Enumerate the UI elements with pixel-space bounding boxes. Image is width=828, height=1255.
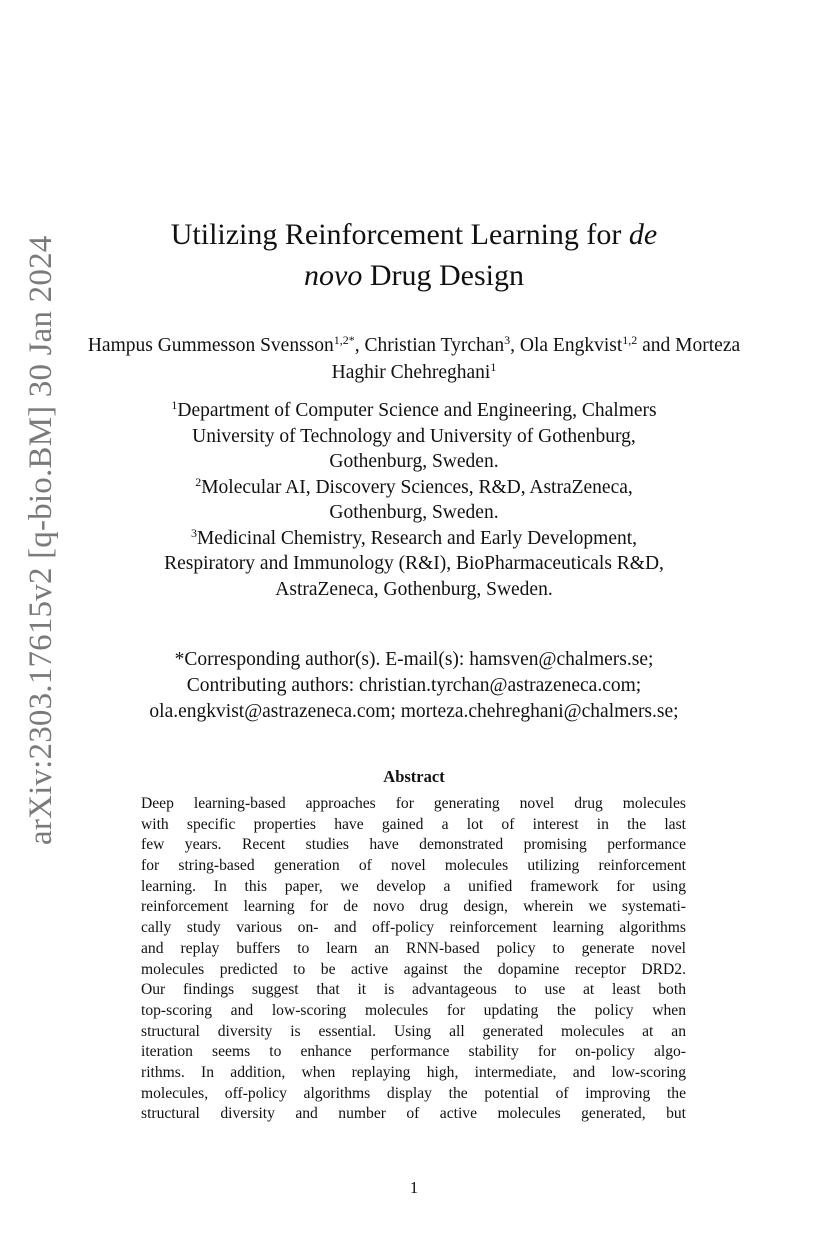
author-affiliation-marker: 1 bbox=[490, 360, 497, 374]
author-affiliation-marker: 1,2* bbox=[333, 333, 355, 347]
author-name: Ola Engkvist bbox=[519, 335, 623, 356]
affiliation-2 bbox=[80, 475, 748, 526]
affiliation-line: Gothenburg, Sweden. bbox=[329, 451, 499, 472]
author-affiliation-marker: 3 bbox=[504, 333, 511, 347]
author-separator: , bbox=[510, 335, 520, 356]
abstract-body bbox=[141, 794, 686, 1125]
corresponding-line: Contributing authors: christian.tyrchan@astrazeneca.com; bbox=[186, 675, 642, 696]
abstract-line: top-scoring and low-scoring molecules for updating the policy when bbox=[141, 1001, 686, 1019]
affiliation-line: Medicinal Chemistry, Research and Early Development, bbox=[196, 527, 638, 549]
title-part-1: Utilizing Reinforcement Learning for bbox=[170, 218, 629, 251]
affiliation-1 bbox=[80, 398, 748, 475]
page-number: 1 bbox=[409, 1178, 419, 1197]
affiliation-marker: 1 bbox=[171, 398, 178, 412]
abstract-line: for string-based generation of novel molecules utilizing reinforcement bbox=[141, 857, 686, 875]
abstract-line: few years. Recent studies have demonstrated promising performance bbox=[141, 836, 686, 854]
abstract-line: iteration seems to enhance performance stability for on-policy algo- bbox=[141, 1043, 686, 1061]
abstract-line: Deep learning-based approaches for generating novel drug molecules bbox=[141, 795, 686, 812]
arxiv-identifier-stamp: arXiv:2303.17615v2 [q-bio.BM] 30 Jan 2024 bbox=[23, 235, 59, 845]
corresponding-line: ola.engkvist@astrazeneca.com; morteza.chehreghani@chalmers.se; bbox=[149, 701, 679, 722]
affiliations bbox=[80, 398, 748, 602]
title-part-2: Drug Design bbox=[362, 259, 524, 292]
paper-title bbox=[100, 214, 728, 296]
affiliation-line: Gothenburg, Sweden. bbox=[329, 502, 499, 523]
abstract-line: rithms. In addition, when replaying high, intermediate, and low-scoring bbox=[141, 1063, 686, 1081]
abstract-line: molecules predicted to be active against the dopamine receptor DRD2. bbox=[141, 960, 686, 978]
author-affiliation-marker: 1,2 bbox=[622, 333, 638, 347]
abstract-line: structural diversity is essential. Using all generated molecules at an bbox=[141, 1022, 686, 1040]
author-list bbox=[80, 332, 748, 386]
abstract-heading: Abstract bbox=[383, 767, 445, 786]
title-italic-2: novo bbox=[304, 259, 363, 292]
author-name: Hampus Gummesson Svensson bbox=[87, 335, 334, 356]
abstract-line: with specific properties have gained a lot of interest in the last bbox=[141, 815, 686, 833]
affiliation-line: University of Technology and University of Gothenburg, bbox=[192, 425, 636, 447]
abstract-line: Our findings suggest that it is advantageous to use at least both bbox=[141, 981, 686, 999]
author-name: Christian Tyrchan bbox=[364, 335, 505, 356]
affiliation-line: Molecular AI, Discovery Sciences, R&D, AstraZeneca, bbox=[201, 476, 633, 498]
abstract-line: learning. In this paper, we develop a unified framework for using bbox=[141, 877, 686, 895]
title-italic-1: de bbox=[628, 218, 658, 251]
affiliation-marker: 2 bbox=[195, 474, 202, 489]
author-name: Morteza Haghir Chehreghani bbox=[331, 335, 741, 383]
abstract-line: structural diversity and number of active molecules generated, but bbox=[141, 1105, 686, 1123]
affiliation-line: Respiratory and Immunology (R&I), BioPharmaceuticals R&D, bbox=[164, 553, 664, 574]
abstract-line: cally study various on- and off-policy reinforcement learning algorithms bbox=[141, 919, 686, 937]
author-separator: and bbox=[637, 335, 676, 356]
affiliation-line: AstraZeneca, Gothenburg, Sweden. bbox=[275, 578, 553, 600]
affiliation-marker: 3 bbox=[190, 525, 197, 540]
abstract-line: reinforcement learning for de novo drug design, wherein we systemati- bbox=[141, 898, 686, 916]
author-separator: , bbox=[354, 335, 365, 356]
corresponding-authors bbox=[60, 647, 768, 725]
affiliation-line: Department of Computer Science and Engineering, Chalmers bbox=[177, 400, 657, 421]
affiliation-3 bbox=[80, 526, 748, 603]
corresponding-line: *Corresponding author(s). E-mail(s): hamsven@chalmers.se; bbox=[174, 649, 654, 670]
abstract-line: and replay buffers to learn an RNN-based policy to generate novel bbox=[141, 939, 686, 957]
abstract-line: molecules, off-policy algorithms display the potential of improving the bbox=[141, 1084, 686, 1102]
